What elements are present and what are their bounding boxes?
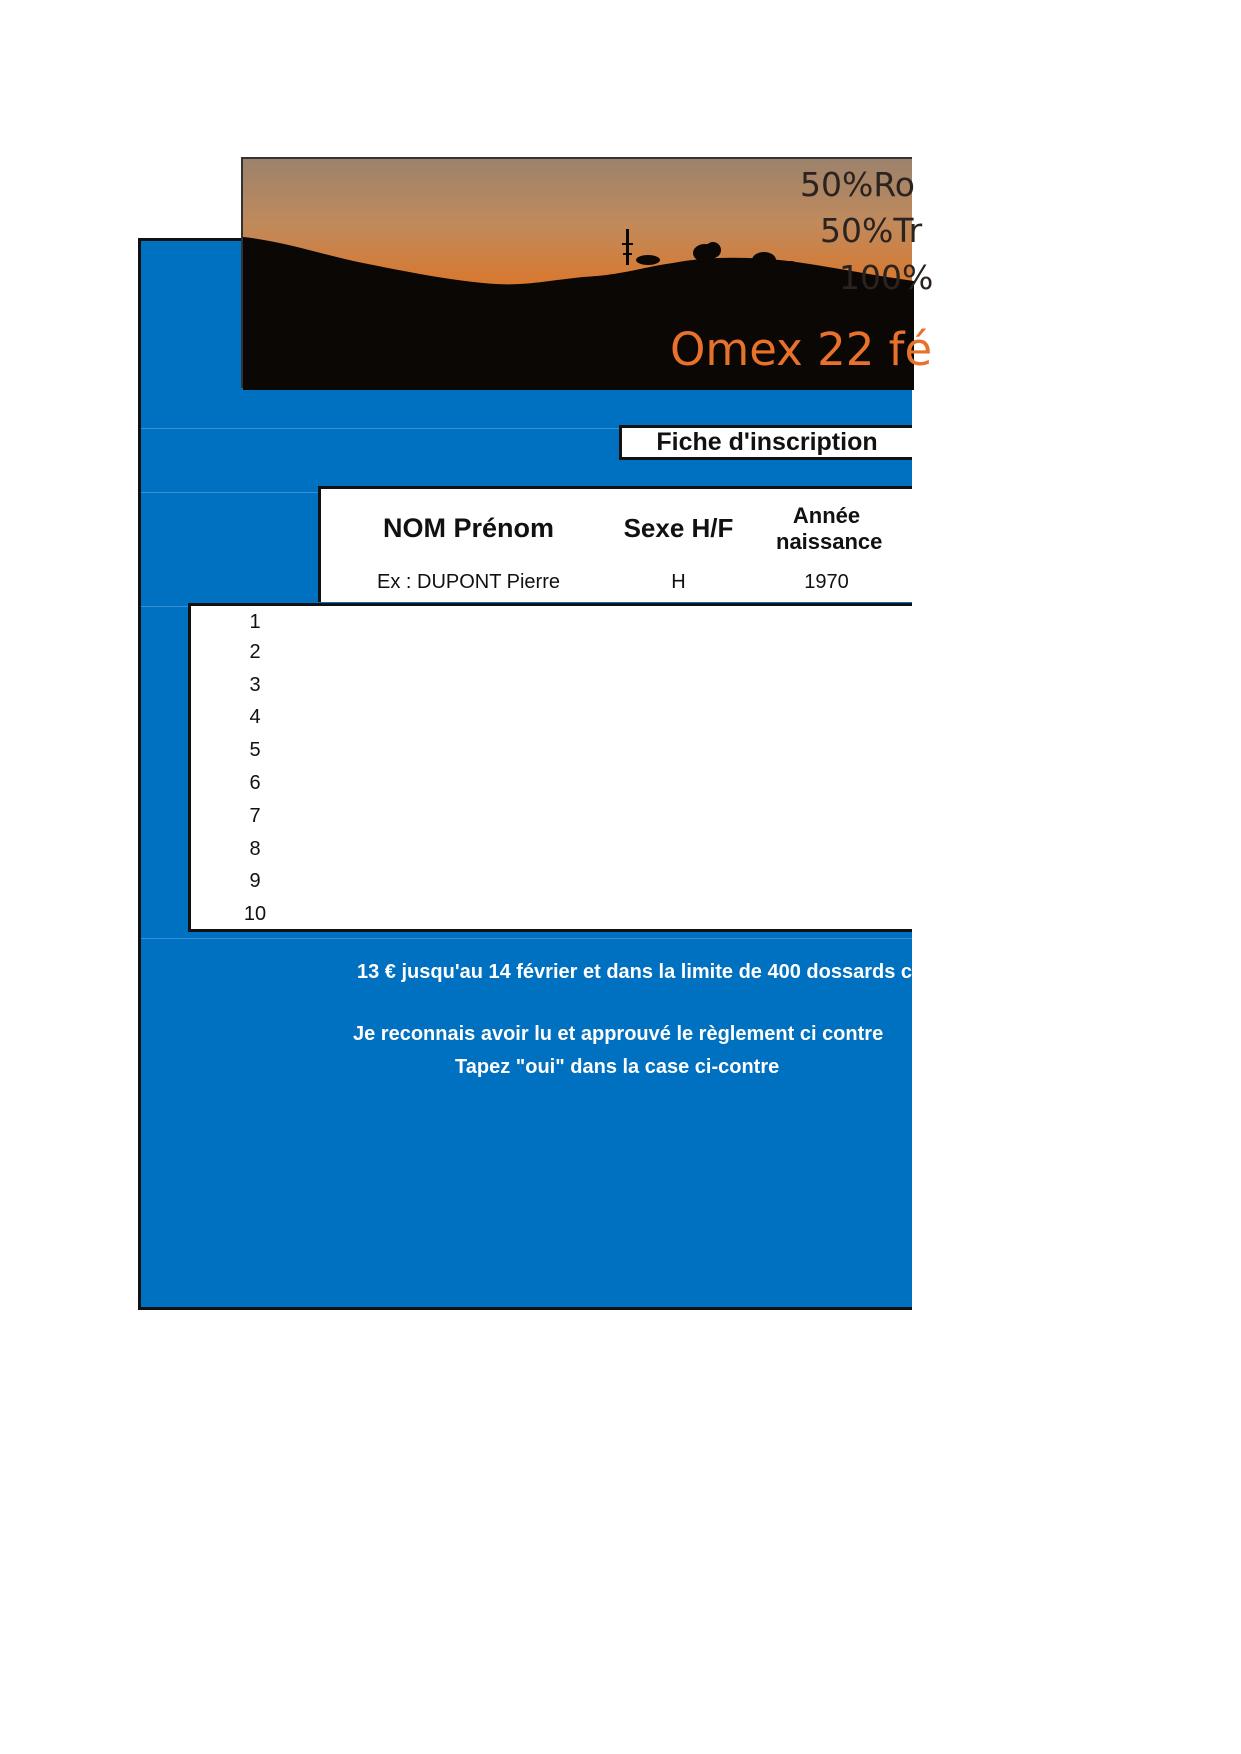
year-input-cell[interactable] xyxy=(741,800,912,834)
name-input-cell[interactable] xyxy=(318,800,618,834)
column-header-label: NOM Prénom xyxy=(382,513,555,543)
example-year-cell: 1970 xyxy=(741,566,912,602)
banner-line: 50%Tr xyxy=(820,211,923,250)
row-number-cell: 10 xyxy=(188,898,320,932)
banner-title: Omex 22 fé xyxy=(670,323,933,376)
name-input-cell[interactable] xyxy=(318,865,618,899)
column-header-label: Sexe H/F xyxy=(623,513,734,543)
name-input-cell[interactable] xyxy=(318,669,618,703)
year-input-cell[interactable] xyxy=(741,767,912,801)
sex-input-cell[interactable] xyxy=(616,734,743,768)
sex-input-cell[interactable] xyxy=(616,898,743,932)
row-divider xyxy=(141,938,912,939)
sex-input-cell[interactable] xyxy=(616,669,743,703)
year-input-cell[interactable] xyxy=(741,898,912,932)
year-input-cell[interactable] xyxy=(741,636,912,670)
column-header-sex xyxy=(616,486,743,568)
row-number-cell: 2 xyxy=(188,636,320,670)
row-number-cell: 1 xyxy=(188,603,320,637)
name-input-cell[interactable] xyxy=(318,833,618,867)
example-name-cell: Ex : DUPONT Pierre xyxy=(318,566,618,602)
column-header-year xyxy=(741,486,912,568)
row-number-cell: 6 xyxy=(188,767,320,801)
name-input-cell[interactable] xyxy=(318,734,618,768)
year-input-cell[interactable] xyxy=(741,669,912,703)
year-input-cell[interactable] xyxy=(741,865,912,899)
price-note: 13 € jusqu'au 14 février et dans la limite de 400 dossards c xyxy=(357,961,913,983)
name-input-cell[interactable] xyxy=(318,767,618,801)
sex-input-cell[interactable] xyxy=(616,767,743,801)
form-title: Fiche d'inscription xyxy=(619,425,912,460)
sex-input-cell[interactable] xyxy=(616,833,743,867)
instruction-text: Tapez "oui" dans la case ci-contre xyxy=(455,1056,780,1078)
name-input-cell[interactable] xyxy=(318,603,618,637)
banner-line: 50%Ro xyxy=(800,165,915,204)
sex-input-cell[interactable] xyxy=(616,603,743,637)
sex-input-cell[interactable] xyxy=(616,636,743,670)
row-number-cell: 8 xyxy=(188,833,320,867)
year-input-cell[interactable] xyxy=(741,734,912,768)
row-number-cell: 5 xyxy=(188,734,320,768)
row-number-cell: 3 xyxy=(188,669,320,703)
name-input-cell[interactable] xyxy=(318,701,618,735)
example-sex-cell: H xyxy=(616,566,743,602)
column-header-name xyxy=(318,486,618,568)
year-input-cell[interactable] xyxy=(741,603,912,637)
name-input-cell[interactable] xyxy=(318,636,618,670)
rules-acknowledgement: Je reconnais avoir lu et approuvé le règlement ci contre xyxy=(353,1023,884,1045)
sex-input-cell[interactable] xyxy=(616,865,743,899)
column-header-label: Année naissance xyxy=(776,503,883,554)
sex-input-cell[interactable] xyxy=(616,800,743,834)
sunset-banner-image xyxy=(241,157,934,388)
row-number-cell: 9 xyxy=(188,865,320,899)
sex-input-cell[interactable] xyxy=(616,701,743,735)
row-number-cell: 7 xyxy=(188,800,320,834)
year-input-cell[interactable] xyxy=(741,701,912,735)
row-number-cell: 4 xyxy=(188,701,320,735)
year-input-cell[interactable] xyxy=(741,833,912,867)
banner-line: 100% xyxy=(839,258,934,297)
name-input-cell[interactable] xyxy=(318,898,618,932)
